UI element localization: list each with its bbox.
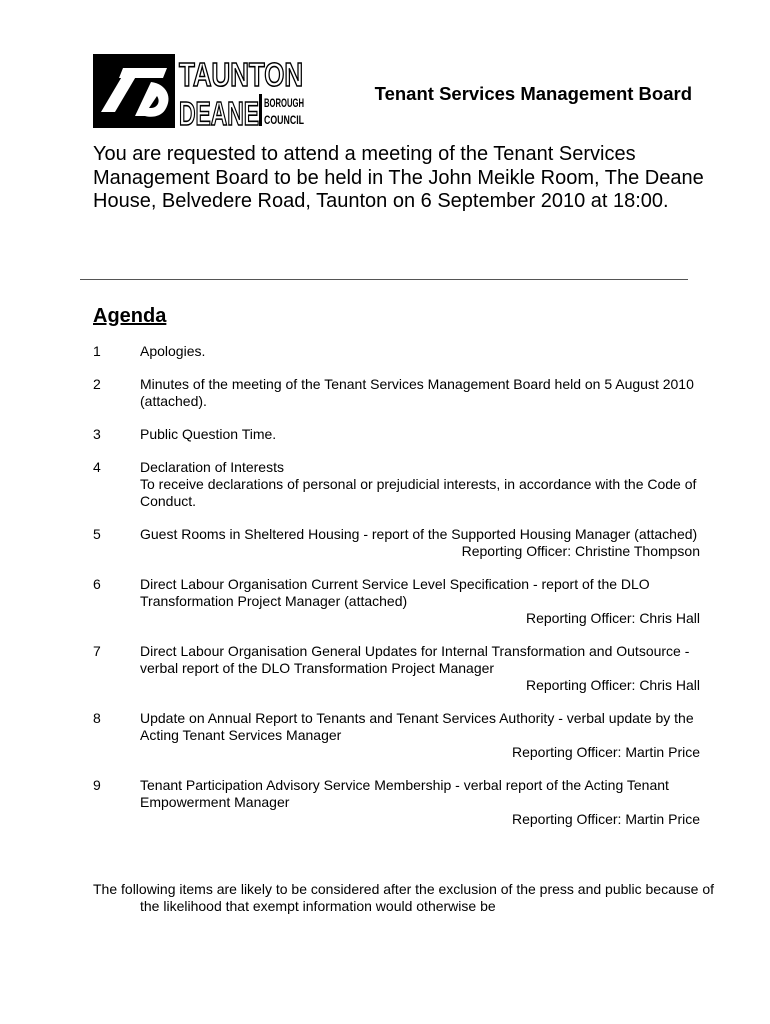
agenda-heading: Agenda <box>93 305 167 327</box>
agenda-list <box>93 343 700 844</box>
agenda-item-number: 3 <box>93 426 101 442</box>
agenda-item-text: Direct Labour Organisation Current Service Level Specification - report of the DLO Transformation Project Manager (attached) <box>140 576 650 609</box>
agenda-item-number: 4 <box>93 459 101 475</box>
agenda-item-text: Tenant Participation Advisory Service Membership - verbal report of the Acting Tenant Empowerment Manager <box>140 777 669 810</box>
reporting-officer: Reporting Officer: Christine Thompson <box>461 543 700 559</box>
agenda-item-number: 7 <box>93 643 101 659</box>
taunton-deane-logo <box>93 54 305 128</box>
agenda-item-number: 9 <box>93 777 101 793</box>
agenda-item-text: Direct Labour Organisation General Updates for Internal Transformation and Outsource - verbal report of the DLO Transformation Project Manager <box>140 643 690 676</box>
logo-word-deane: DEANE <box>179 95 259 128</box>
agenda-item-number: 2 <box>93 376 101 392</box>
reporting-officer: Reporting Officer: Chris Hall <box>525 610 700 626</box>
exclusion-notice: The following items are likely to be considered after the exclusion of the press and public because of the likelihood that exempt information would otherwise be <box>93 881 715 914</box>
agenda-item-number: 1 <box>93 343 101 359</box>
agenda-item <box>93 643 700 694</box>
reporting-officer: Reporting Officer: Martin Price <box>511 744 700 760</box>
agenda-item <box>93 459 700 510</box>
agenda-item-text: Apologies. <box>140 343 206 359</box>
agenda-item-number: 6 <box>93 576 101 592</box>
reporting-officer: Reporting Officer: Chris Hall <box>525 677 700 693</box>
meeting-notice: You are requested to attend a meeting of the Tenant Services Management Board to be held in The John Meikle Room, The Deane House, Belvedere Road, Taunton on 6 September 2010 at 18:00. <box>93 143 704 212</box>
agenda-item-number: 5 <box>93 526 101 542</box>
agenda-item-text: Update on Annual Report to Tenants and Tenant Services Authority - verbal update by the Acting Tenant Services Manager <box>140 710 694 743</box>
agenda-item <box>93 777 700 828</box>
agenda-item-text: Public Question Time. <box>140 426 277 442</box>
reporting-officer: Reporting Officer: Martin Price <box>511 811 700 827</box>
agenda-item-text: Guest Rooms in Sheltered Housing - report of the Supported Housing Manager (attached) <box>140 526 698 542</box>
logo-word-council: COUNCIL <box>264 113 304 127</box>
agenda-item-text: Minutes of the meeting of the Tenant Services Management Board held on 5 August 2010 (attached). <box>140 376 694 409</box>
logo-word-borough: BOROUGH <box>264 96 304 110</box>
logo-word-taunton: TAUNTON <box>179 56 303 93</box>
agenda-item <box>93 426 700 443</box>
agenda-item <box>93 376 700 410</box>
agenda-item <box>93 343 700 360</box>
agenda-item-number: 8 <box>93 710 101 726</box>
divider <box>80 279 688 280</box>
agenda-item-text: Declaration of Interests To receive declarations of personal or prejudicial interests, in accordance with the Code of Conduct. <box>140 459 697 509</box>
agenda-item <box>93 576 700 627</box>
document-title: Tenant Services Management Board <box>374 83 692 104</box>
agenda-item <box>93 710 700 761</box>
agenda-item <box>93 526 700 560</box>
